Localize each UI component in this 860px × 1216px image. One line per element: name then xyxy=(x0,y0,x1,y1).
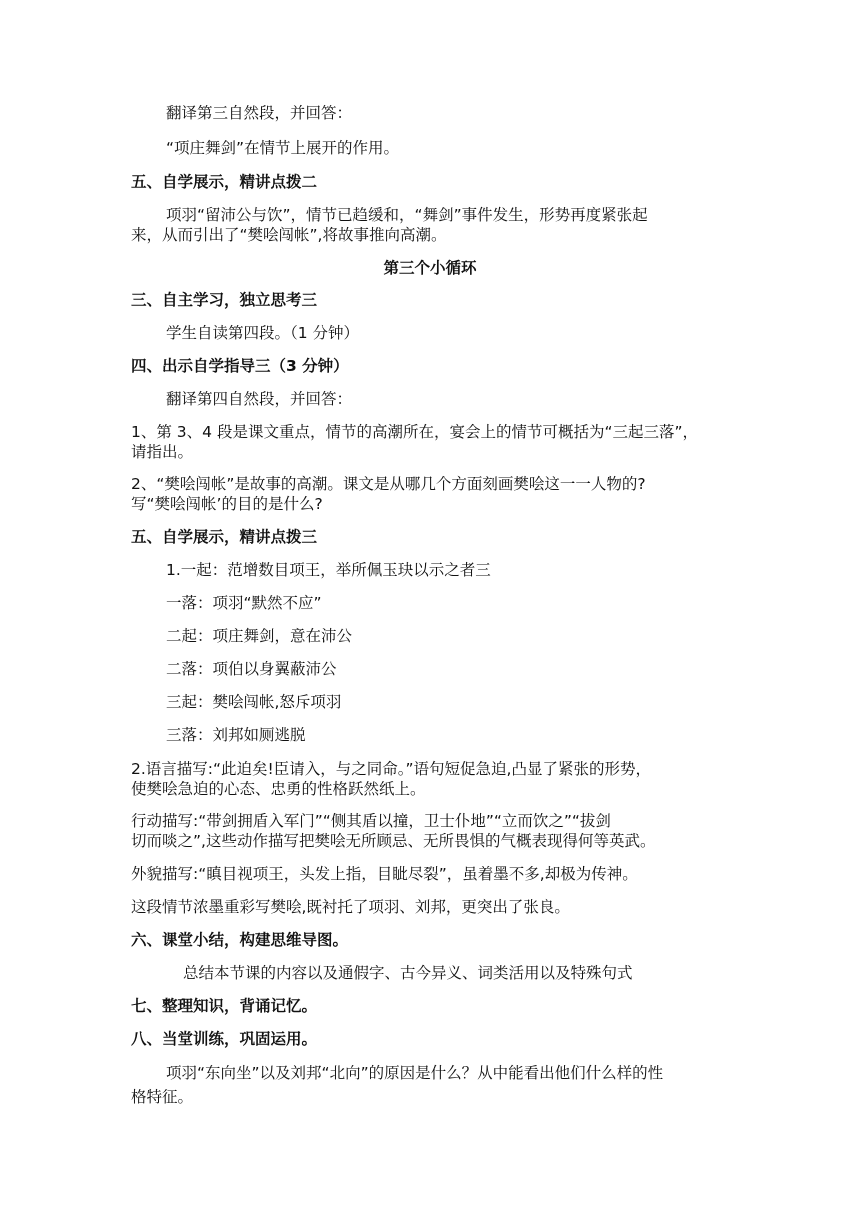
paragraph-line: 请指出。 xyxy=(131,443,194,461)
list-item: 1.一起：范增数目项王，举所佩玉玦以示之者三 xyxy=(166,561,491,579)
section-heading: 五、自学展示，精讲点拨三 xyxy=(131,528,318,546)
paragraph-line: 使樊哙急迫的心态、忠勇的性格跃然纸上。 xyxy=(131,780,426,798)
list-item: 三起：樊哙闯帐,怒斥项羽 xyxy=(166,693,342,711)
section-heading: 三、自主学习，独立思考三 xyxy=(131,291,318,309)
centered-heading: 第三个小循环 xyxy=(383,259,477,277)
paragraph-line: “项庄舞剑”在情节上展开的作用。 xyxy=(166,139,400,157)
paragraph-line: 1、第 3、4 段是课文重点，情节的高潮所在，宴会上的情节可概括为“三起三落”， xyxy=(131,423,699,441)
section-heading: 四、出示自学指导三（3 分钟） xyxy=(131,357,349,375)
paragraph-line: 项羽“东向坐”以及刘邦“北向”的原因是什么？从中能看出他们什么样的性 xyxy=(166,1064,664,1082)
section-heading: 六、课堂小结，构建思维导图。 xyxy=(131,931,349,949)
paragraph-line: 2、“樊哙闯帐”是故事的高潮。课文是从哪几个方面刻画樊哙这一一人物的? xyxy=(131,475,646,493)
paragraph-line: 外貌描写:“瞋目视项王，头发上指，目眦尽裂”，虽着墨不多,却极为传神。 xyxy=(131,865,638,883)
paragraph-line: 翻译第四自然段，并回答： xyxy=(166,390,353,408)
paragraph-line: 来，从而引出了“樊哙闯帐”,将故事推向高潮。 xyxy=(131,226,447,244)
paragraph-line: 项羽“留沛公与饮”，情节已趋缓和，“舞剑”事件发生，形势再度紧张起 xyxy=(166,206,648,224)
paragraph-line: 格特征。 xyxy=(131,1088,194,1106)
paragraph-line: 总结本节课的内容以及通假字、古今异义、词类活用以及特殊句式 xyxy=(183,964,633,982)
paragraph-line: 翻译第三自然段，并回答： xyxy=(166,104,353,122)
paragraph-line: 2.语言描写:“此迫矣!臣请入，与之同命。”语句短促急迫,凸显了紧张的形势， xyxy=(131,760,651,778)
list-item: 二落：项伯以身翼蔽沛公 xyxy=(166,660,337,678)
list-item: 二起：项庄舞剑，意在沛公 xyxy=(166,627,353,645)
paragraph-line: 行动描写:“带剑拥盾入军门”“侧其盾以撞，卫士仆地”“立而饮之”“拔剑 xyxy=(131,812,611,830)
paragraph-line: 切而啖之”,这些动作描写把樊哙无所顾忌、无所畏惧的气概表现得何等英武。 xyxy=(131,832,656,850)
section-heading: 七、整理知识，背诵记忆。 xyxy=(131,997,318,1015)
paragraph-line: 这段情节浓墨重彩写樊哙,既衬托了项羽、刘邦，更突出了张良。 xyxy=(131,898,570,916)
paragraph-line: 写“樊哙闯帐’的目的是什么? xyxy=(131,495,323,513)
list-item: 三落：刘邦如厕逃脱 xyxy=(166,726,306,744)
list-item: 一落：项羽“默然不应” xyxy=(166,594,322,612)
paragraph-line: 学生自读第四段。（1 分钟） xyxy=(166,324,360,342)
section-heading: 八、当堂训练，巩固运用。 xyxy=(131,1030,318,1048)
section-heading: 五、自学展示，精讲点拨二 xyxy=(131,173,318,191)
